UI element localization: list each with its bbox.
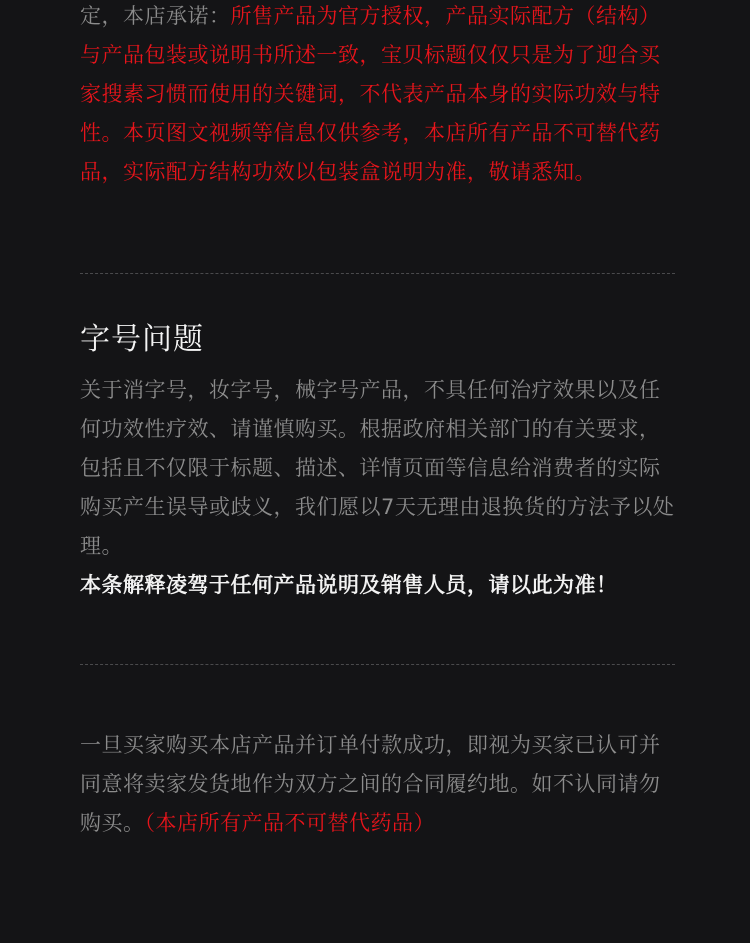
font-issue-body: 关于消字号，妆字号，械字号产品，不具任何治疗效果以及任何功效性疗效、请谨慎购买。根据政府相关部门的有关要求，包括且不仅限于标题、描述、详情页面等信息给消费者的实际购买产生误导或歧义，我们愿以7天无理由退换货的方法予以处理。: [80, 378, 675, 558]
contract-body: 一旦买家购买本店产品并订单付款成功，即视为买家已认可并同意将卖家发货地作为双方之间的合同履约地。如不认同请勿购买。: [80, 733, 661, 835]
font-issue-section: [80, 371, 675, 605]
font-issue-heading: 字号问题: [80, 322, 204, 357]
section-divider: [80, 664, 675, 665]
contract-section: [80, 726, 675, 843]
notice-promise: 所售产品为官方授权，产品实际配方（结构）与产品包装或说明书所述一致，宝贝标题仅仅只是为了迎合买家搜素习惯而使用的关键词，不代表产品本身的实际功效与特性。本页图文视频等信息仅供参考，本店所有产品不可替代药品，实际配方结构功效以包装盒说明为准，敬请悉知。: [80, 4, 661, 184]
font-issue-emphasis: 本条解释凌驾于任何产品说明及销售人员，请以此为准！: [80, 573, 618, 597]
authorization-notice: [80, 0, 675, 192]
contract-note: （本店所有产品不可替代药品）: [144, 811, 435, 835]
notice-prefix: 定，本店承诺：: [80, 4, 231, 28]
section-divider: [80, 273, 675, 274]
